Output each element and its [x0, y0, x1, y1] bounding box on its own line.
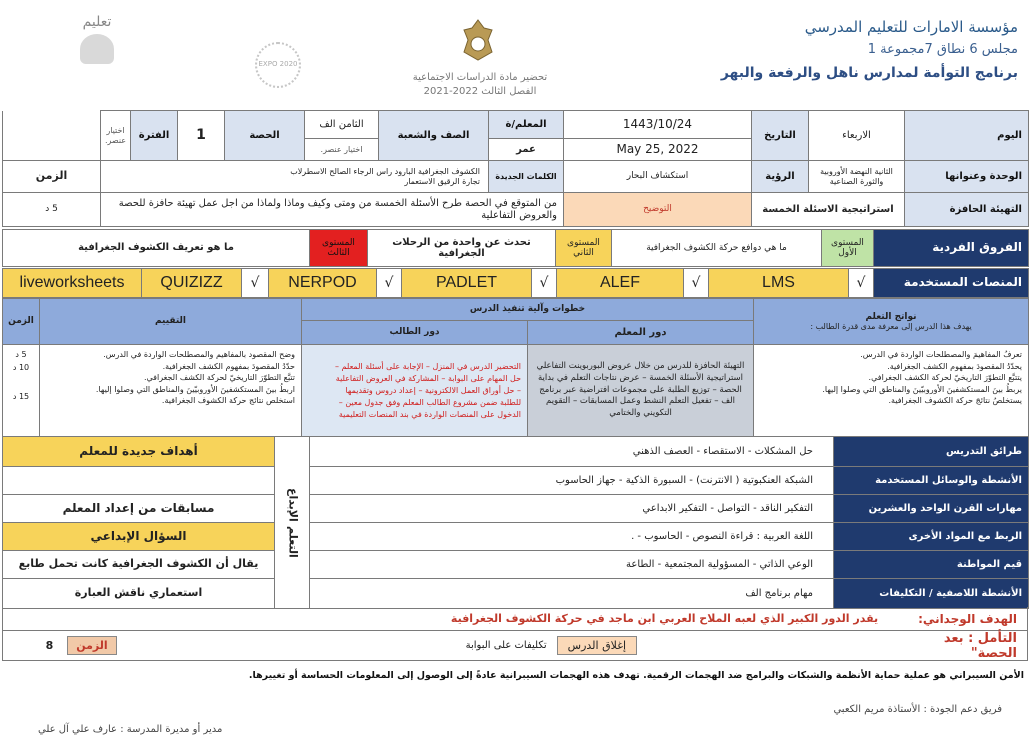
council-line: مجلس 6 نطاق 7مجموعة 1: [867, 42, 1018, 57]
level3-label: المستوى الثالث: [310, 230, 368, 267]
student-line: حل المهام على البوابة – المشاركة في العروض التفاعلية: [335, 373, 522, 383]
motivation-time: 5 د: [3, 193, 101, 227]
prep-contest: مسابقات من إعداد المعلم: [3, 495, 275, 523]
assess-item: وضح المقصود بالمفاهيم والمصطلحات الواردة في الدرس.: [103, 350, 295, 359]
taaleem-logo-text: تعليم: [82, 14, 112, 30]
lesson-info-table: [2, 110, 1029, 227]
platform-nerpod: NERPOD: [269, 269, 377, 298]
time-label: الزمن: [3, 161, 101, 193]
student-line: الدخول على المنصات الواردة في بند المنصات التعليمية: [338, 409, 522, 419]
steps-time-cell: [3, 345, 40, 437]
outcome-item: يربطُ بينَ المستكشفينَ الأوروبيّينَ والمناطق التي وصلوا إليها.: [822, 384, 1023, 394]
skills-value: التفكير الناقد - التواصل - التفكير الابداعي: [310, 495, 834, 523]
creative-text: يقال أن الكشوف الجغرافية كانت تحمل طابع: [3, 551, 275, 579]
newwords-value: [101, 161, 489, 193]
step-time: 15 د: [12, 391, 30, 401]
date-label: التاريخ: [752, 111, 809, 161]
steps-title: خطوات وآلية تنفيذ الدرس: [302, 299, 754, 321]
level1-text: ما هي دوافع حركة الكشوف الجغرافية: [612, 230, 822, 267]
teacher-label: المعلم/ة: [489, 111, 564, 139]
day-label: اليوم: [905, 111, 1029, 161]
extra-value: مهام برنامج الف: [310, 579, 834, 609]
unit-value: الثانية النهضة الأوروبية والثورة الصناعية: [809, 161, 905, 193]
motivation-text: من المتوقع في الحصة طرح الأسئلة الخمسة من ومتى وكيف وماذا ولماذا من اجل عمل تهيئة حافزة للحصة والعروض التفاعلية: [101, 193, 564, 227]
activities-value: الشبكة العنكبوتية ( الانترنت) - السبورة الذكية - جهاز الحاسوب: [310, 467, 834, 495]
link-label: الربط مع المواد الأخرى: [834, 523, 1029, 551]
platform-liveworksheets: liveworksheets: [3, 269, 142, 298]
assessment-header: التقييم: [40, 299, 302, 345]
methods-value: حل المشكلات - الاستقصاء - العصف الذهني: [310, 437, 834, 467]
vision-value: استكشاف البحار: [564, 161, 752, 193]
motivation-label: التهيئة الحافزة: [905, 193, 1029, 227]
steps-time-header: الزمن: [3, 299, 40, 345]
clarify-label: [564, 193, 752, 227]
teacher-role-text: التهيئة الحافزة للدرس من خلال عروض البوربوينت التفاعلي استراتيجية الأسئلة الخمسة – عرض نتاجات التعلم في بداية الحصة – توزيع الطلبة على مجموعات افتراضية عبر برنامج الف – تفعيل التعلم النشط وعمل المسابقات – التقويم التكويني والختامي: [528, 345, 754, 437]
outcomes-cell: [754, 345, 1029, 437]
platform-alef: ALEF: [557, 269, 684, 298]
outcomes-list: [760, 349, 1022, 407]
outcome-item: يتتبَّع التطوّرَ التاريخيّ لحركة الكشف الجغرافي.: [868, 373, 1023, 383]
assess-item: استخلص نتائج حركة الكشوف الجغرافية.: [161, 396, 295, 406]
closing-label: إغلاق الدرس: [557, 636, 637, 655]
platforms-label: المنصات المستخدمة: [874, 269, 1029, 298]
org-header: [688, 18, 1018, 81]
reflection-box: [2, 631, 1028, 661]
steps-table: [2, 298, 1029, 437]
platform-check-padlet: √: [532, 269, 557, 298]
newwords-line1: الكشوف الجغرافية البارود راس الرجاء الصالح الاسطرلاب: [290, 167, 480, 177]
methods-label: طرائق التدريس: [834, 437, 1029, 467]
date-greg: May 25, 2022: [564, 139, 752, 161]
level2-text: تحدث عن واحدة من الرحلات الجغرافية: [368, 230, 556, 267]
step-time: 10 د: [12, 362, 30, 372]
lower-table: [2, 436, 1029, 609]
level3-text: ما هو تعريف الكشوف الجغرافية: [3, 230, 310, 267]
date-hijri: 1443/10/24: [564, 111, 752, 139]
expo-logo-icon: [255, 42, 301, 88]
assessment-list: [46, 349, 295, 407]
reflection-label: التأمل : بعد الحصة": [943, 630, 1017, 661]
citizen-label: قيم المواطنة: [834, 551, 1029, 579]
class-value[interactable]: الثامن الف: [305, 111, 379, 139]
differentiation-table: [2, 229, 1029, 267]
principal: مدير أو مديرة المدرسة : عارف علي آل علي: [38, 724, 223, 735]
platform-check-nerpod: √: [377, 269, 402, 298]
creative-question: السؤال الإبداعي: [3, 523, 275, 551]
clarify-text: التوضيح: [643, 204, 672, 215]
link-value: اللغة العربية : قراءة النصوص - الحاسوب - .: [310, 523, 834, 551]
newwords-label: الكلمات الجديدة: [489, 161, 564, 193]
platform-check-quizizz: √: [242, 269, 269, 298]
activities-label: الأنشطة والوسائل المستخدمة: [834, 467, 1029, 495]
creative-text2: استعماري ناقش العبارة: [3, 579, 275, 609]
new-goals: أهداف جديدة للمعلم: [3, 437, 275, 467]
newwords-line2: تجارة الرقيق الاستعمار: [404, 176, 480, 186]
uae-emblem-icon: [458, 16, 498, 64]
extra-label: الأنشطة اللاصفية / التكليفات: [834, 579, 1029, 609]
platform-check-lms: √: [849, 269, 874, 298]
period-label: الفترة: [131, 111, 178, 161]
class-value2[interactable]: اختيار عنصر.: [305, 139, 379, 161]
emotional-label: الهدف الوجداني:: [918, 611, 1017, 626]
platform-padlet: PADLET: [402, 269, 532, 298]
outcomes-title: نواتج التعلم: [865, 311, 917, 322]
platform-quizizz: QUIZIZZ: [142, 269, 242, 298]
learning-vertical: التعلم: [286, 525, 300, 558]
session-label: الحصة: [225, 111, 305, 161]
day-value: الاربعاء: [809, 111, 905, 161]
vision-label: الرؤية: [752, 161, 809, 193]
reflection-time-label: الزمن: [67, 636, 116, 655]
org-name: مؤسسة الامارات للتعليم المدرسي: [804, 18, 1018, 36]
outcome-item: يحدّدُ المقصودَ بمفهوم الكشف الجغرافية.: [887, 361, 1023, 371]
student-role-header: دور الطالب: [302, 321, 528, 345]
assess-item: حدّدُ المقصودَ بمفهوم الكشف الجغرافية.: [162, 361, 295, 371]
teacher-role-header: دور المعلم: [528, 321, 754, 345]
diff-label: الفروق الفردية: [874, 230, 1029, 267]
unit-label: الوحدة وعنوانها: [905, 161, 1029, 193]
outcomes-header: [754, 299, 1029, 345]
student-line: التحضير الدرس في المنزل – الإجابة على أسئلة المعلم –: [335, 361, 522, 371]
quality-team: فريق دعم الجودة : الأستاذة مريم الكعبي: [833, 704, 1002, 715]
class-label: الصف والشعبة: [379, 111, 489, 161]
outcomes-sub: يهدف هذا الدرس إلى معرفة مدى قدرة الطالب :: [810, 322, 972, 332]
prep-line2: الفصل الثالث 2022-2021: [423, 86, 537, 97]
skills-label: مهارات القرن الواحد والعشرين: [834, 495, 1029, 523]
student-line: للطلبة ضمن مشروع الطالب المعلم وفق جدول معين –: [338, 397, 522, 407]
tasks-label: تكليفات على البوابة: [465, 640, 547, 651]
platform-lms: LMS: [709, 269, 849, 298]
outcome-item: يستخلصُ نتائجَ حركة الكشوف الجغرافية.: [888, 396, 1023, 406]
reflection-time-value: 8: [45, 639, 54, 652]
expo-logo-text: EXPO 2020: [258, 60, 298, 68]
program-line: برنامج التوأمة لمدارس ناهل والرفعة والبهر: [720, 65, 1018, 81]
prep-title: [400, 72, 560, 97]
level2-label: المستوى الثاني: [556, 230, 612, 267]
assessment-cell: [40, 345, 302, 437]
assess-item: تتبَّع التطوّرَ التاريخيّ لحركة الكشف الجغرافي.: [143, 373, 295, 383]
citizen-value: الوعي الذاتي - المسؤولية المجتمعية - الطاعة: [310, 551, 834, 579]
platform-check-alef: √: [684, 269, 709, 298]
student-role-cell: [302, 345, 528, 437]
emotional-goal-box: [2, 607, 1028, 631]
teacher-value: عمر: [489, 139, 564, 161]
student-line: – حل أوراق العمل الالكترونية – إعداد دروس وتقديمها: [345, 385, 522, 395]
prep-line1: تحضير مادة الدراسات الاجتماعية: [412, 72, 548, 83]
emotional-text: يقدر الدور الكبير الذي لعبه الملاح العربي ابن ماجد في حركة الكشوف الجغرافية: [450, 612, 879, 625]
assess-item: اربطُ بينَ المستكشفينَ الأوروبيّينَ والمناطق التي وصلوا إليها.: [95, 384, 295, 394]
creative-vertical: الإبداع: [286, 487, 300, 522]
session-value: 1: [178, 111, 225, 161]
platforms-table: [2, 268, 1029, 298]
cyber-note: الأمن السيبراني هو عملية حماية الأنظمة والشبكات والبرامج ضد الهجمات الرقمية. تهدف هذه الهجمات السيبرانية عادةً إلى الوصول إلى المعلومات الحساسة أو تغييرها.: [248, 670, 1024, 681]
strategy-value: استراتيجية الاسئلة الخمسة: [752, 193, 905, 227]
step-time: 5 د: [15, 350, 27, 359]
creative-learning-vertical: [275, 437, 310, 609]
outcome-item: تعرفُ المفاهيمَ والمصطلحات الواردة في الدرس.: [860, 350, 1023, 359]
taaleem-logo-icon: [62, 10, 132, 70]
level1-label: المستوى الأول: [822, 230, 874, 267]
period-value[interactable]: اختيار عنصر.: [101, 111, 131, 161]
